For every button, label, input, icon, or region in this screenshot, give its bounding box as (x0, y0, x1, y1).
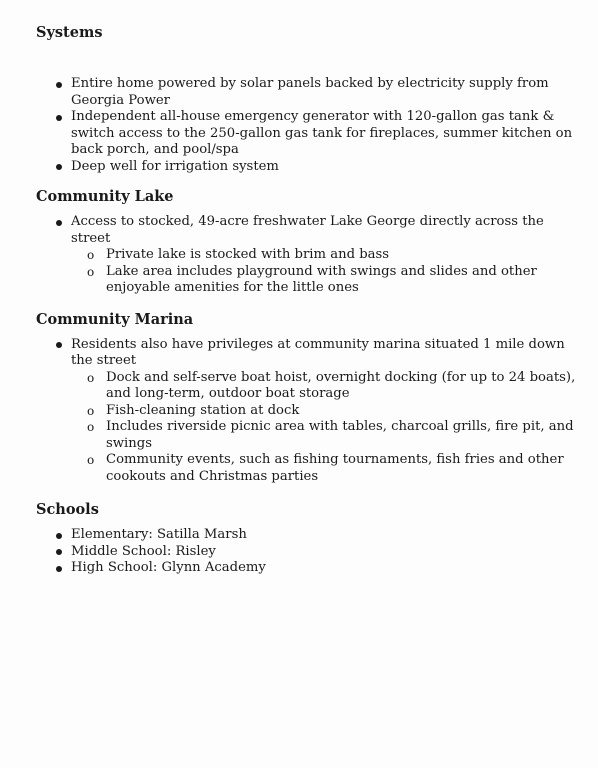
section-community-marina (36, 311, 576, 486)
list-item (71, 337, 576, 486)
section-schools (36, 501, 576, 577)
section-community-lake (36, 188, 576, 297)
list-item-text: Residents also have privileges at community marina situated 1 mile down the street (71, 336, 565, 368)
list-item (71, 214, 576, 297)
bullet-icon (56, 342, 62, 348)
sub-bullet-icon: o (87, 420, 95, 434)
list-item (71, 109, 576, 159)
sub-bullet-icon: o (87, 248, 95, 262)
section-systems (36, 24, 576, 175)
sub-bullet-icon: o (87, 264, 95, 279)
systems-list (36, 76, 576, 175)
list-item-text: Access to stocked, 49-acre freshwater Lake George directly across the street (71, 214, 544, 246)
section-heading-community-lake: Community Lake (36, 188, 174, 205)
marina-sublist (71, 370, 576, 486)
bullet-icon (56, 164, 62, 170)
list-item-text: High School: Glynn Academy (71, 560, 266, 575)
sub-list-item-text: Dock and self-serve boat hoist, overnight docking (for up to 24 boats), and long-term, outdoor boat storage (106, 369, 576, 401)
sub-list-item (87, 402, 576, 420)
bullet-icon (56, 115, 62, 121)
list-item (71, 159, 576, 176)
section-heading-systems: Systems (36, 24, 103, 41)
sub-list-item-text: Private lake is stocked with brim and bass (106, 247, 390, 262)
bullet-icon (56, 220, 62, 226)
sub-list-item-text: Community events, such as fishing tournaments, fish fries and other cookouts and Christmas parties (106, 452, 564, 484)
sub-bullet-icon: o (87, 403, 95, 418)
list-item (71, 527, 576, 544)
list-item-text: Independent all-house emergency generator with 120-gallon gas tank & switch access to the 250-gallon gas tank for fireplaces, summer kitchen on back porch, and pool/spa (71, 109, 573, 157)
section-heading-schools: Schools (36, 501, 99, 518)
schools-list (36, 527, 576, 577)
list-item-text: Entire home powered by solar panels backed by electricity supply from Georgia Power (71, 76, 549, 108)
sub-list-item-text: Includes riverside picnic area with tables, charcoal grills, fire pit, and swings (106, 419, 574, 451)
sub-list-item (87, 247, 576, 264)
lake-list (36, 214, 576, 297)
bullet-icon (56, 533, 62, 539)
lake-sublist (71, 247, 576, 297)
list-item-text: Elementary: Satilla Marsh (71, 527, 247, 542)
list-item-text: Deep well for irrigation system (71, 158, 279, 174)
marina-list (36, 337, 576, 486)
sub-list-item (87, 452, 576, 485)
sub-list-item-text: Fish-cleaning station at dock (106, 402, 300, 418)
sub-list-item (87, 263, 576, 297)
bullet-icon (56, 566, 62, 572)
list-item (71, 76, 576, 109)
sub-list-item-text: Lake area includes playground with swings and slides and other enjoyable amenities for the little ones (106, 263, 537, 295)
sub-bullet-icon: o (87, 370, 95, 385)
bullet-icon (56, 82, 62, 88)
list-item (71, 560, 576, 577)
sub-list-item (87, 419, 576, 452)
section-heading-community-marina: Community Marina (36, 310, 194, 328)
sub-list-item (87, 369, 576, 403)
list-item-text: Middle School: Risley (71, 543, 216, 559)
sub-bullet-icon: o (87, 453, 95, 467)
document-body (36, 24, 576, 577)
list-item (71, 544, 576, 561)
bullet-icon (56, 549, 62, 555)
